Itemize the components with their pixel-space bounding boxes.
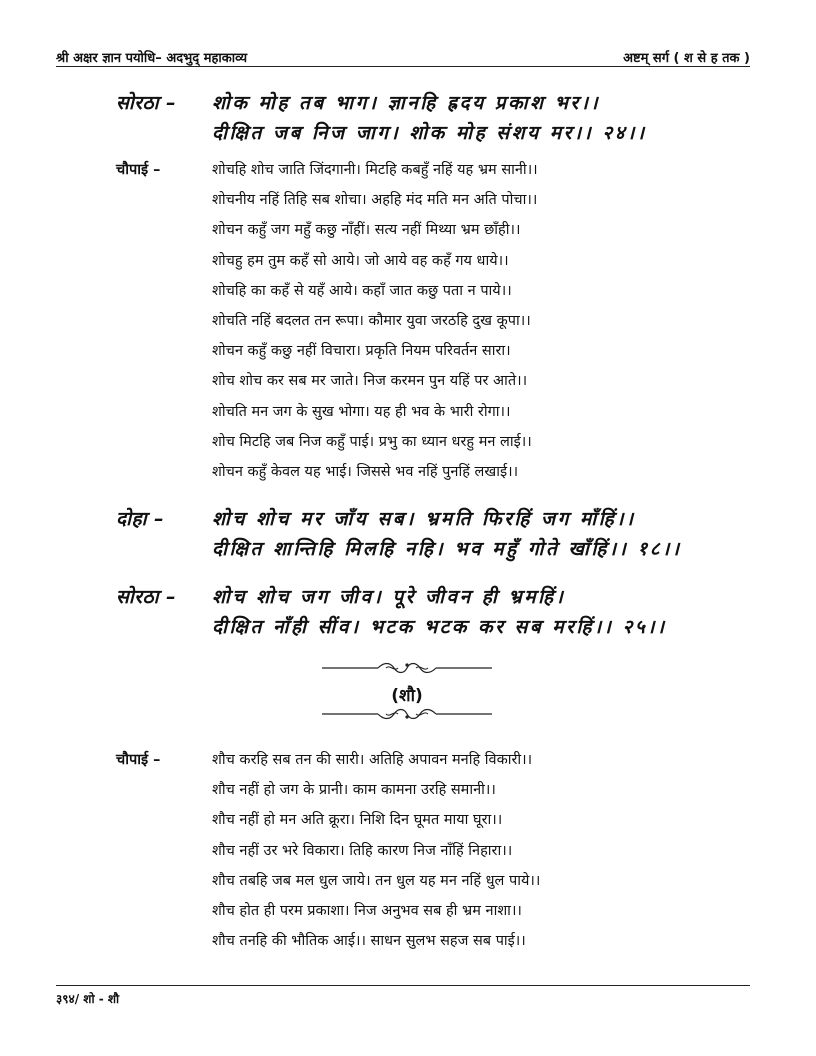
verse-line: शोचहि का कहँ से यहँ आये। कहाँ जात कछु पता न पाये।।	[212, 282, 512, 299]
page-header	[56, 44, 750, 66]
book-title: श्री अक्षर ज्ञान पयोधि– अदभुद् महाकाव्य	[56, 51, 248, 66]
verse-line: शौच नहीं हो मन अति क्रूरा। निशि दिन घूमत माया घूरा।।	[212, 812, 503, 829]
verse-line: शौच तबहि जब मल धुल जाये। तन धुल यह मन नहिं धुल पाये।।	[212, 872, 541, 889]
ornament-divider-top	[322, 660, 492, 676]
verse-line: शौच करहि सब तन की सारी। अतिहि अपावन मनहि विकारी।।	[212, 752, 533, 768]
verse-line: दीक्षित शान्तिहि मिलहि नहि। भव महुँ गोते खाँहिं।। १८।।	[212, 538, 682, 560]
verse-line: शौच होत ही परम प्रकाशा। निज अनुभव सब ही भ्रम नाशा।।	[212, 902, 522, 919]
verse-label: चौपाई –	[116, 752, 161, 768]
verse-line: शोचति नहिं बदलत तन रूपा। कौमार युवा जरठहि दुख कूपा।।	[212, 312, 531, 329]
ornament-divider-bottom	[322, 706, 492, 722]
verse-line: शोचहि शोच जाति जिंदगानी। मिटहि कबहुँ नहिं यह भ्रम सानी।।	[212, 162, 538, 178]
verse-line: दीक्षित नाँही सींव। भटक भटक कर सब मरहिं।। २५।।	[212, 616, 667, 638]
section-title: (शौ)	[391, 686, 423, 706]
verse-label: चौपाई –	[116, 162, 161, 178]
page-number: ३९४/ शो - शौ	[56, 992, 120, 1006]
verse-line: शोचति मन जग के सुख भोगा। यह ही भव के भारी रोगा।।	[212, 403, 511, 420]
verse-line: शोचन कहुँ जग महुँ कछु नाँहीं। सत्य नहीं मिथ्या भ्रम छाँही।।	[212, 222, 521, 239]
verse-line: शोचनीय नहिं तिहि सब शोचा। अहहि मंद मति मन अति पोचा।।	[212, 192, 538, 209]
verse-line: शोक मोह तब भाग। ज्ञानहि ह्रदय प्रकाश भर।।	[212, 92, 601, 114]
verse-line: शोच शोच मर जाँय सब। भ्रमति फिरहिं जग माँहिं।।	[212, 508, 636, 530]
verse-line: शौच तनहि की भौतिक आई।। साधन सुलभ सहज सब पाई।।	[212, 933, 526, 950]
verse-line: शौच नहीं उर भरे विकारा। तिहि कारण निज नाँहिं निहारा।।	[212, 842, 513, 859]
verse-line: शोच मिटहि जब निज कहुँ पाई। प्रभु का ध्यान धरहु मन लाई।।	[212, 433, 532, 450]
header-divider	[56, 66, 750, 67]
verse-line: शोच शोच कर सब मर जाते। निज करमन पुन यहिं पर आते।।	[212, 373, 528, 390]
verse-line: शोचन कहुँ केवल यह भाई। जिससे भव नहिं पुनहिं लखाई।।	[212, 463, 519, 480]
verse-line: शोचहु हम तुम कहँ सो आये। जो आये वह कहँ गय धाये।।	[212, 252, 509, 269]
verse-line: शोच शोच जग जीव। पूरे जीवन ही भ्रमहिं।	[212, 586, 566, 608]
verse-label: सोरठा –	[116, 92, 177, 114]
verse-line: शौच नहीं हो जग के प्रानी। काम कामना उरहि समानी।।	[212, 782, 496, 799]
verse-line: शोचन कहुँ कछु नहीं विचारा। प्रकृति नियम परिवर्तन सारा।	[212, 343, 511, 360]
verse-label: सोरठा –	[116, 586, 177, 608]
chapter-title: अष्टम् सर्ग ( श से ह तक )	[623, 51, 750, 66]
verse-label: दोहा –	[116, 508, 165, 530]
verse-line: दीक्षित जब निज जाग। शोक मोह संशय मर।। २४।।	[212, 122, 647, 144]
footer-divider	[56, 985, 750, 986]
